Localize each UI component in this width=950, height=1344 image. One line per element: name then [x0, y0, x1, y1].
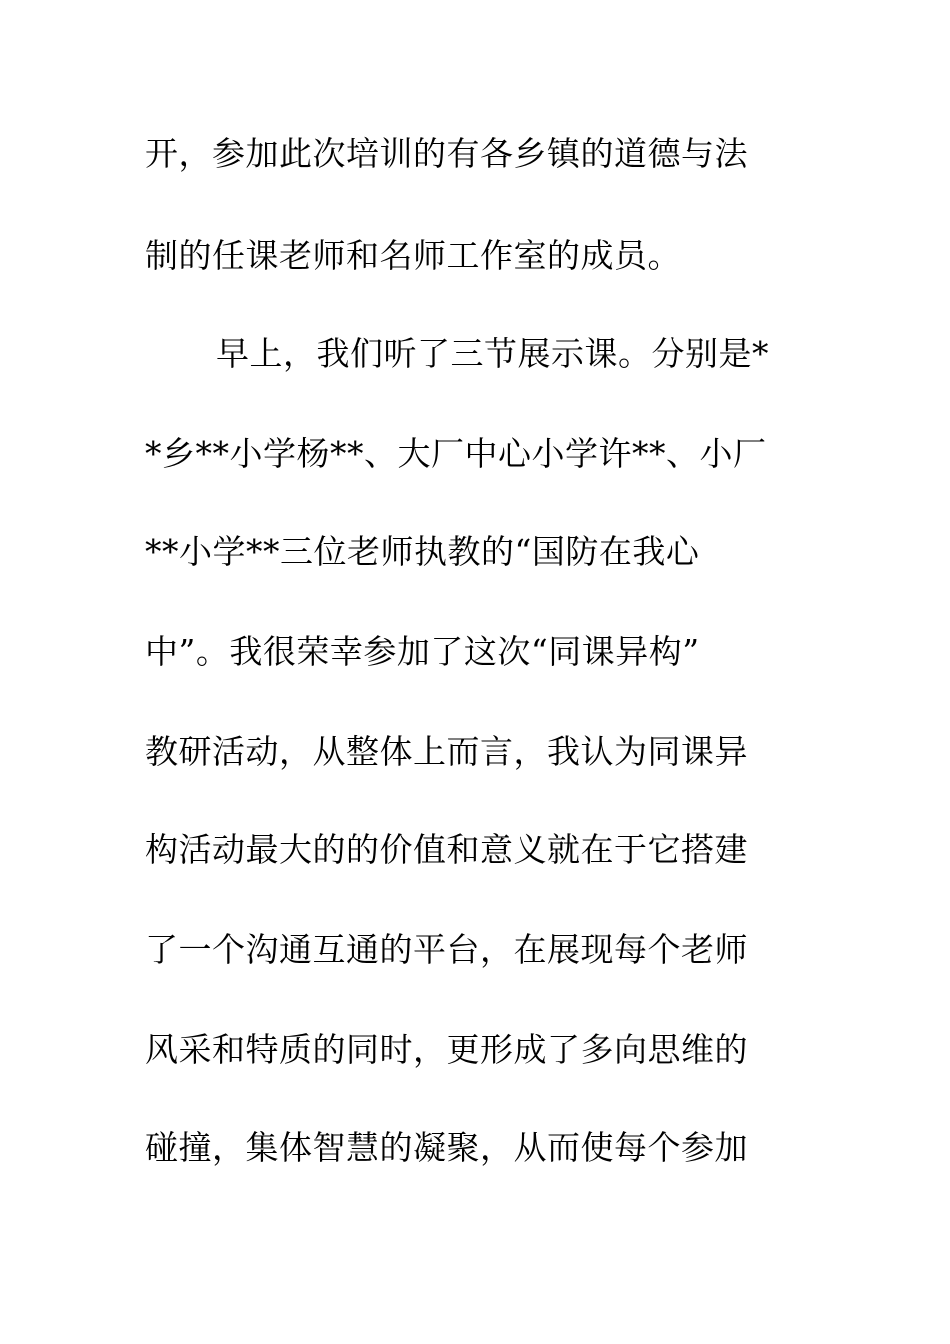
text-line-10: 风采和特质的同时，更形成了多向思维的	[145, 1030, 748, 1069]
text-line-11: 碰撞，集体智慧的凝聚，从而使每个参加	[145, 1128, 748, 1167]
text-line-1: 开，参加此次培训的有各乡镇的道德与法	[145, 134, 748, 173]
text-line-7: 教研活动，从整体上而言，我认为同课异	[145, 732, 748, 771]
text-line-5: **小学**三位老师执教的“国防在我心	[145, 532, 700, 571]
text-line-8: 构活动最大的的价值和意义就在于它搭建	[145, 830, 748, 869]
text-line-9: 了一个沟通互通的平台，在展现每个老师	[145, 930, 748, 969]
paragraph-start-line: 早上，我们听了三节展示课。分别是*	[216, 334, 769, 373]
text-line-4: *乡**小学杨**、大厂中心小学许**、小厂	[145, 434, 767, 473]
text-line-2: 制的任课老师和名师工作室的成员。	[145, 236, 681, 275]
text-line-6: 中”。我很荣幸参加了这次“同课异构”	[145, 632, 700, 671]
